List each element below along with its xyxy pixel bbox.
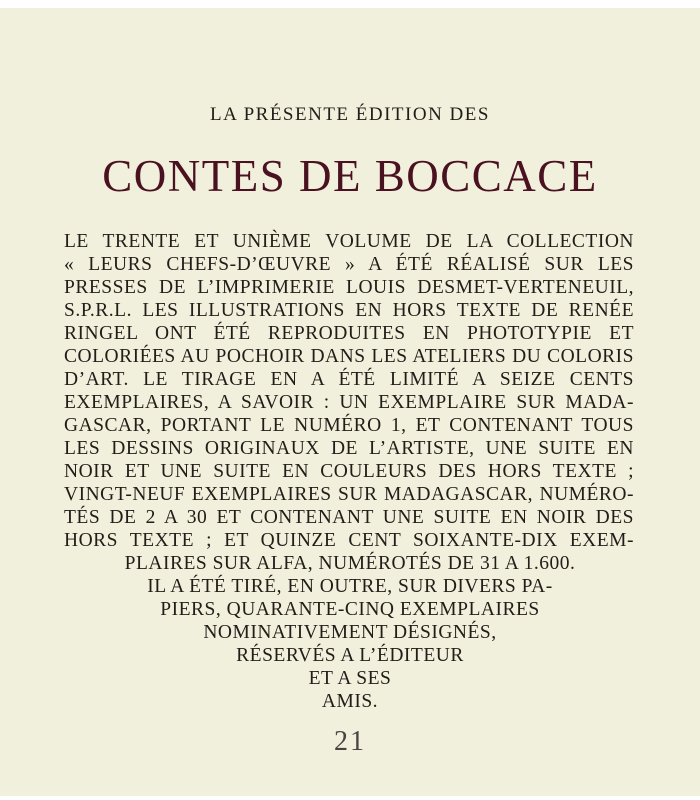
colophon-line: LES DESSINS ORIGINAUX DE L’ARTISTE, UNE SUITE EN	[64, 438, 634, 459]
colophon-line: D’ART. LE TIRAGE EN A ÉTÉ LIMITÉ A SEIZE CENTS	[64, 369, 634, 390]
colophon-line: LE TRENTE ET UNIÈME VOLUME DE LA COLLECTION	[64, 231, 634, 252]
colophon-line: NOIR ET UNE SUITE EN COULEURS DES HORS TEXTE ;	[64, 461, 634, 482]
colophon-line: AMIS.	[321, 691, 379, 712]
colophon-line: VINGT-NEUF EXEMPLAIRES SUR MADAGASCAR, NUMÉRO-	[64, 484, 634, 505]
colophon-line: PIERS, QUARANTE-CINQ EXEMPLAIRES	[160, 599, 540, 620]
colophon-line: PLAIRES SUR ALFA, NUMÉROTÉS DE 31 A 1.600.	[124, 553, 576, 574]
colophon-line: NOMINATIVEMENT DÉSIGNÉS,	[203, 622, 497, 643]
colophon-line: RINGEL ONT ÉTÉ REPRODUITES EN PHOTOTYPIE ET	[64, 323, 634, 344]
colophon-line: S.P.R.L. LES ILLUSTRATIONS EN HORS TEXTE DE RENÉE	[64, 300, 634, 321]
page-number: 21	[334, 726, 366, 757]
book-title: CONTES DE BOCCACE	[102, 151, 598, 201]
colophon-line: GASCAR, PORTANT LE NUMÉRO 1, ET CONTENANT TOUS	[64, 415, 634, 436]
colophon-line: « LEURS CHEFS-D’ŒUVRE » A ÉTÉ RÉALISÉ SUR LES	[64, 254, 634, 275]
colophon-page	[0, 8, 700, 796]
edition-header: LA PRÉSENTE ÉDITION DES	[210, 104, 490, 125]
colophon-line: EXEMPLAIRES, A SAVOIR : UN EXEMPLAIRE SUR MADA-	[64, 392, 634, 413]
colophon-line: ET A SES	[308, 668, 392, 689]
colophon-line: TÉS DE 2 A 30 ET CONTENANT UNE SUITE EN NOIR DES	[64, 507, 634, 528]
colophon-line: COLORIÉES AU POCHOIR DANS LES ATELIERS DU COLORIS	[64, 346, 634, 367]
colophon-line: IL A ÉTÉ TIRÉ, EN OUTRE, SUR DIVERS PA-	[147, 576, 553, 597]
colophon-line: HORS TEXTE ; ET QUINZE CENT SOIXANTE-DIX EXEM-	[64, 530, 634, 551]
colophon-line: PRESSES DE L’IMPRIMERIE LOUIS DESMET-VERTENEUIL,	[64, 277, 634, 298]
colophon-line: RÉSERVÉS A L’ÉDITEUR	[236, 645, 464, 666]
